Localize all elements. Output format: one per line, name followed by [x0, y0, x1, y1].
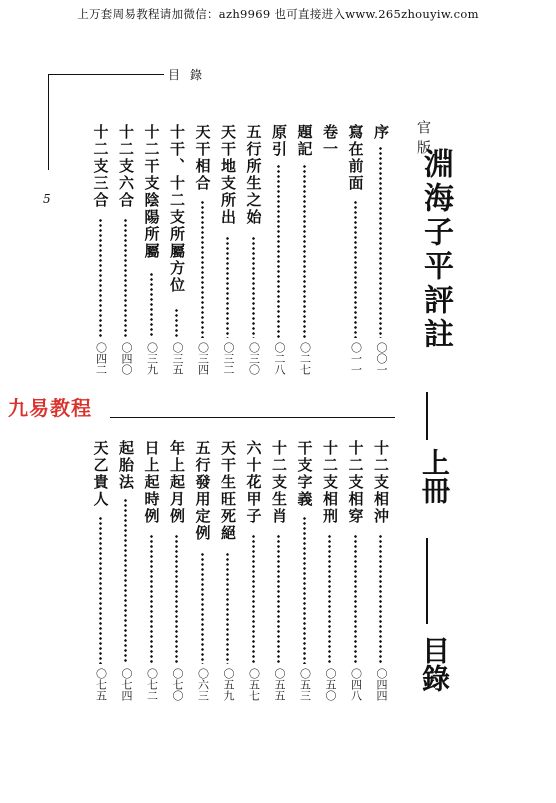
toc-entry-title: 序: [372, 124, 390, 141]
toc-entry-title: 天干生旺死絕: [219, 440, 237, 542]
toc-entry-page: 〇四四: [375, 668, 388, 701]
toc-entry-page: 〇五三: [298, 668, 312, 701]
book-title: 淵海子平評註: [418, 148, 453, 352]
toc-entry-page: 〇一一: [349, 342, 363, 375]
toc-entry: [141, 124, 163, 380]
toc-leader-dots: [150, 534, 153, 664]
section-label: 目錄: [418, 636, 451, 692]
toc-leader-dots: [354, 200, 357, 338]
toc-leader-dots: [201, 200, 204, 338]
toc-entry: [243, 124, 265, 380]
toc-leader-dots: [201, 552, 204, 664]
margin-rule: [48, 74, 49, 170]
toc-leader-dots: [99, 218, 102, 338]
section-divider: [110, 417, 395, 418]
title-rule-upper: [426, 392, 428, 440]
toc-entry: [217, 124, 239, 380]
toc-leader-dots: [303, 516, 306, 664]
toc-entry-page: 〇七四: [120, 668, 133, 701]
toc-entry-title: 十二支相穿: [346, 440, 365, 525]
toc-entry: [268, 124, 290, 380]
toc-entry: [268, 440, 290, 706]
toc-entry-title: 卷一: [321, 124, 339, 158]
toc-leader-dots: [124, 498, 127, 664]
toc-entry-page: 〇三九: [145, 342, 159, 375]
toc-entry-page: 〇四〇: [120, 342, 133, 375]
toc-entry: [243, 440, 265, 706]
header-banner: 上万套周易教程请加微信：azh9969 也可直接进入www.265zhouyiw.com: [77, 7, 479, 21]
toc-entry: [141, 440, 163, 706]
toc-entry: [217, 440, 239, 706]
toc-leader-dots: [277, 534, 280, 664]
toc-entry-title: 十二支六合: [117, 124, 135, 209]
toc-leader-dots: [124, 218, 127, 338]
toc-entry-title: 干支字義: [295, 440, 314, 508]
toc-entry: [192, 124, 214, 380]
toc-entry-title: 五行發用定例: [193, 440, 212, 542]
toc-leader-dots: [379, 534, 382, 664]
running-head: 目錄: [168, 68, 213, 82]
toc-entry-title: 起胎法: [117, 440, 135, 491]
toc-entry: [319, 124, 341, 380]
toc-entry: [319, 440, 341, 706]
toc-entry-title: 題記: [295, 124, 314, 158]
toc-leader-dots: [379, 146, 382, 338]
toc-entry: [166, 124, 188, 380]
toc-entry-page: 〇五五: [273, 668, 286, 701]
toc-leader-dots: [328, 534, 331, 664]
toc-entry-title: 天乙貴人: [91, 440, 110, 508]
toc-entry-page: 〇三〇: [247, 342, 261, 375]
toc-entry-page: 〇二八: [273, 342, 286, 375]
watermark: 九易教程: [8, 396, 92, 420]
toc-leader-dots: [303, 164, 306, 338]
toc-entry-title: 原引: [270, 124, 288, 158]
toc-entry-page: 〇二七: [298, 342, 312, 375]
toc-entry-page: 〇五九: [222, 668, 235, 701]
toc-entry-page: 〇〇一: [375, 342, 388, 375]
toc-entry-page: 〇五七: [247, 668, 261, 701]
toc-leader-dots: [354, 534, 357, 664]
edition-label: 官版: [415, 120, 431, 160]
toc-entry-page: 〇七〇: [171, 668, 184, 701]
toc-entry-title: 五行所生之始: [244, 124, 263, 226]
toc-entry-title: 十干、十二支所屬方位: [168, 124, 186, 294]
toc-entry: [90, 440, 112, 706]
toc-entry-title: 六十花甲子: [244, 440, 263, 525]
toc-entry: [90, 124, 112, 380]
toc-entry-page: 〇七二: [145, 668, 159, 701]
toc-entry-title: 寫在前面: [346, 124, 365, 192]
toc-leader-dots: [252, 534, 255, 664]
page-number: 5: [43, 192, 51, 206]
toc-entry-page: 〇三五: [171, 342, 184, 375]
toc-entry-title: 十二干支陰陽所屬: [142, 124, 161, 260]
toc-entry-page: 〇七五: [94, 668, 108, 701]
toc-entry: [115, 124, 137, 380]
toc-entry-title: 天干地支所出: [219, 124, 237, 226]
title-rule-lower: [426, 538, 428, 624]
toc-leader-dots: [226, 236, 229, 338]
toc-leader-dots: [277, 164, 280, 338]
toc-entry: [370, 440, 392, 706]
toc-entry: [345, 124, 367, 380]
toc-entry-page: 〇四二: [94, 342, 108, 375]
toc-entry-page: 〇三四: [196, 342, 210, 375]
toc-entry-page: 〇六三: [196, 668, 210, 701]
toc-entry-title: 十二支相刑: [321, 440, 339, 525]
toc-leader-dots: [99, 516, 102, 664]
toc-entry: [294, 440, 316, 706]
toc-entry: [370, 124, 392, 380]
toc-entry-title: 日上起時例: [142, 440, 161, 525]
toc-entry-page: 〇五〇: [324, 668, 337, 701]
toc-entry-title: 十二支三合: [91, 124, 110, 209]
toc-entry-title: 十二支相沖: [372, 440, 390, 525]
toc-entry: [294, 124, 316, 380]
toc-entry: [345, 440, 367, 706]
toc-entry: [166, 440, 188, 706]
toc-leader-dots: [150, 272, 153, 338]
toc-entry-page: 〇四八: [349, 668, 363, 701]
toc-entry: [115, 440, 137, 706]
toc-leader-dots: [226, 552, 229, 664]
volume-label: 上冊: [418, 448, 451, 504]
running-head-rule: [48, 74, 164, 75]
toc-leader-dots: [252, 236, 255, 338]
toc-entry: [192, 440, 214, 706]
toc-leader-dots: [175, 534, 178, 664]
toc-entry-title: 十二支生肖: [270, 440, 288, 525]
toc-leader-dots: [175, 308, 178, 338]
toc-entry-title: 年上起月例: [168, 440, 186, 525]
toc-entry-page: 〇三二: [222, 342, 235, 375]
toc-entry-title: 天干相合: [193, 124, 212, 192]
